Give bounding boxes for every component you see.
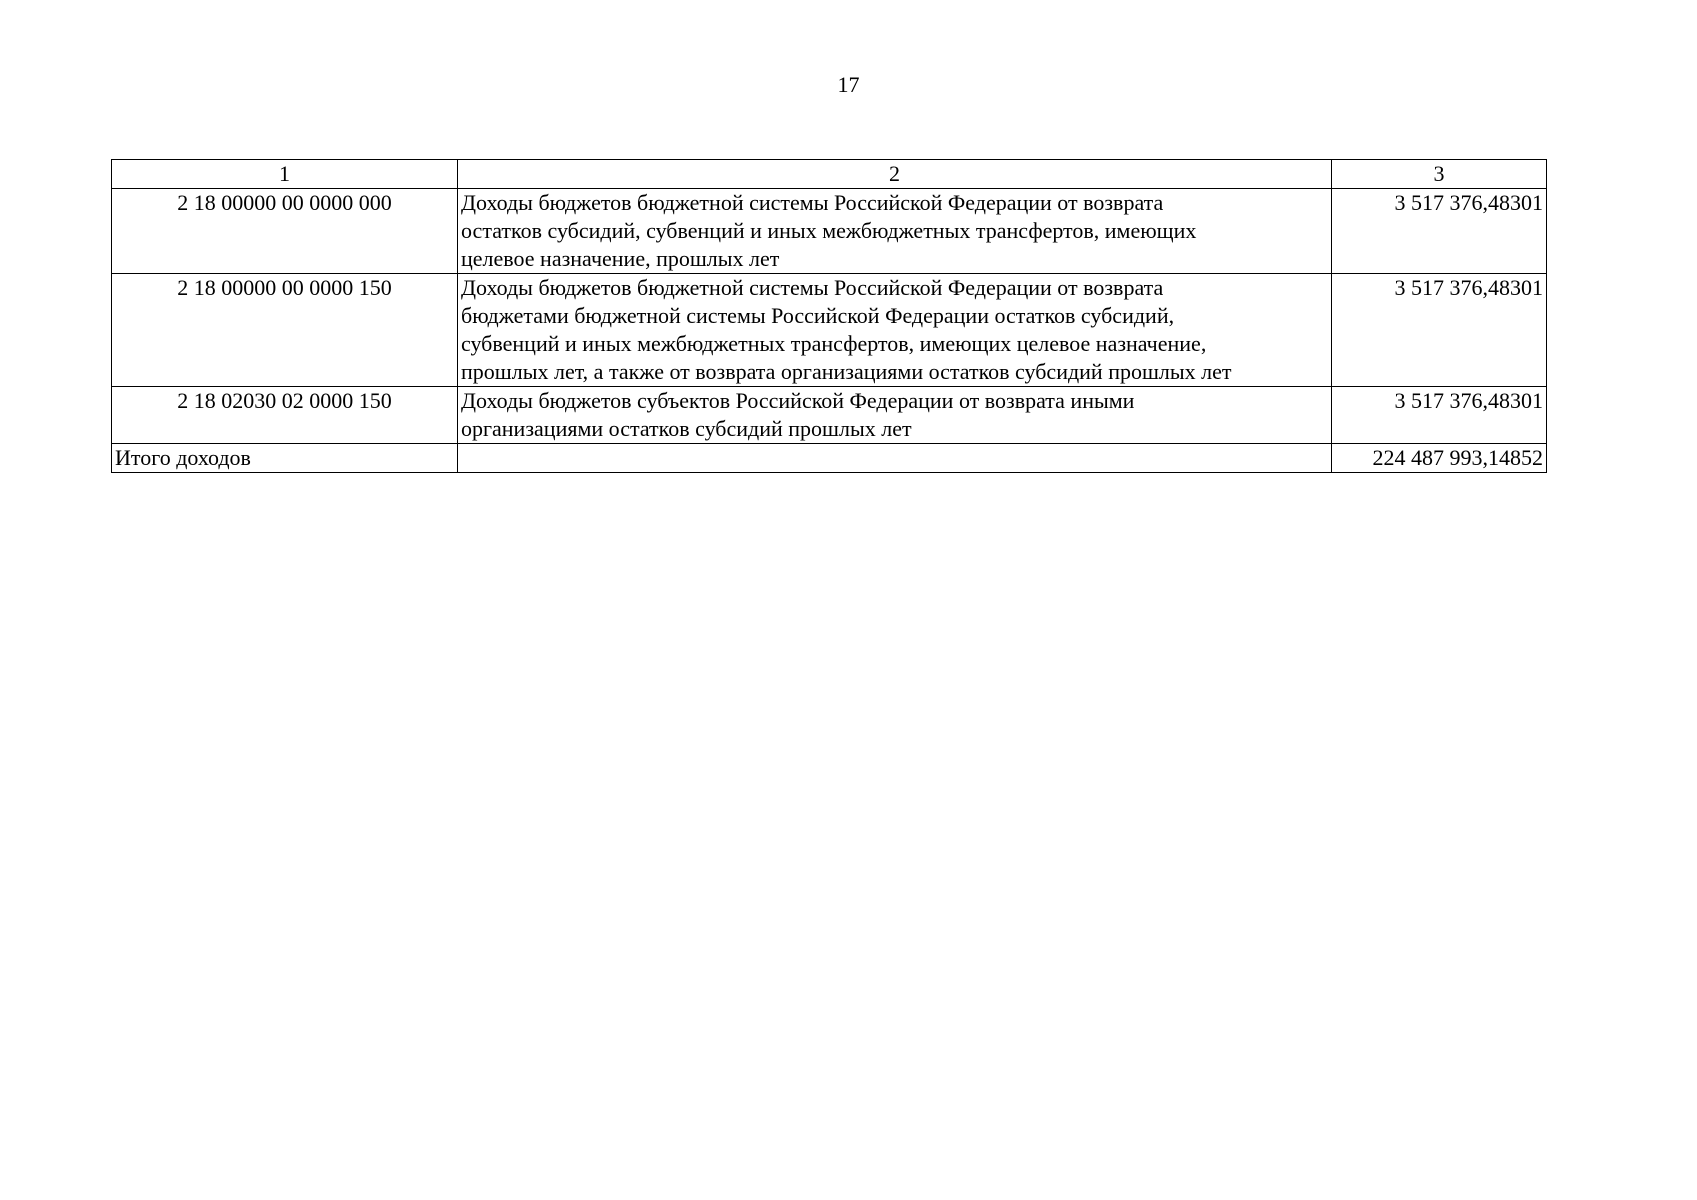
column-header-sum: 3 (1332, 160, 1547, 189)
total-row (112, 444, 1547, 473)
page-number: 17 (837, 72, 860, 97)
table-row (112, 274, 1547, 387)
row-name-line: организациями остатков субсидий прошлых лет (461, 416, 912, 441)
row-name-line: прошлых лет, а также от возврата организациями остатков субсидий прошлых лет (461, 359, 1232, 384)
total-sum: 224 487 993,14852 (1332, 444, 1547, 473)
row-sum: 3 517 376,48301 (1332, 387, 1547, 444)
row-sum: 3 517 376,48301 (1332, 274, 1547, 387)
row-name-line: Доходы бюджетов бюджетной системы Российской Федерации от возврата (461, 275, 1164, 300)
row-name-line: остатков субсидий, субвенций и иных межбюджетных трансфертов, имеющих (461, 218, 1197, 243)
row-name-line: бюджетами бюджетной системы Российской Федерации остатков субсидий, (461, 303, 1175, 328)
table-row (112, 387, 1547, 444)
column-header-code: 1 (112, 160, 458, 189)
table-header-row (112, 160, 1547, 189)
row-code: 2 18 00000 00 0000 150 (112, 274, 458, 387)
row-name (458, 274, 1332, 387)
row-name-line: субвенций и иных межбюджетных трансфертов, имеющих целевое назначение, (461, 331, 1207, 356)
row-name (458, 387, 1332, 444)
row-code: 2 18 00000 00 0000 000 (112, 189, 458, 274)
column-header-name: 2 (458, 160, 1332, 189)
row-name (458, 189, 1332, 274)
row-sum: 3 517 376,48301 (1332, 189, 1547, 274)
row-name-line: Доходы бюджетов субъектов Российской Федерации от возврата иными (461, 388, 1135, 413)
table-row (112, 189, 1547, 274)
revenue-table (111, 159, 1547, 473)
total-label: Итого доходов (112, 444, 458, 473)
row-name-line: целевое назначение, прошлых лет (461, 246, 780, 271)
total-empty-cell (458, 444, 1332, 473)
row-code: 2 18 02030 02 0000 150 (112, 387, 458, 444)
row-name-line: Доходы бюджетов бюджетной системы Российской Федерации от возврата (461, 190, 1164, 215)
